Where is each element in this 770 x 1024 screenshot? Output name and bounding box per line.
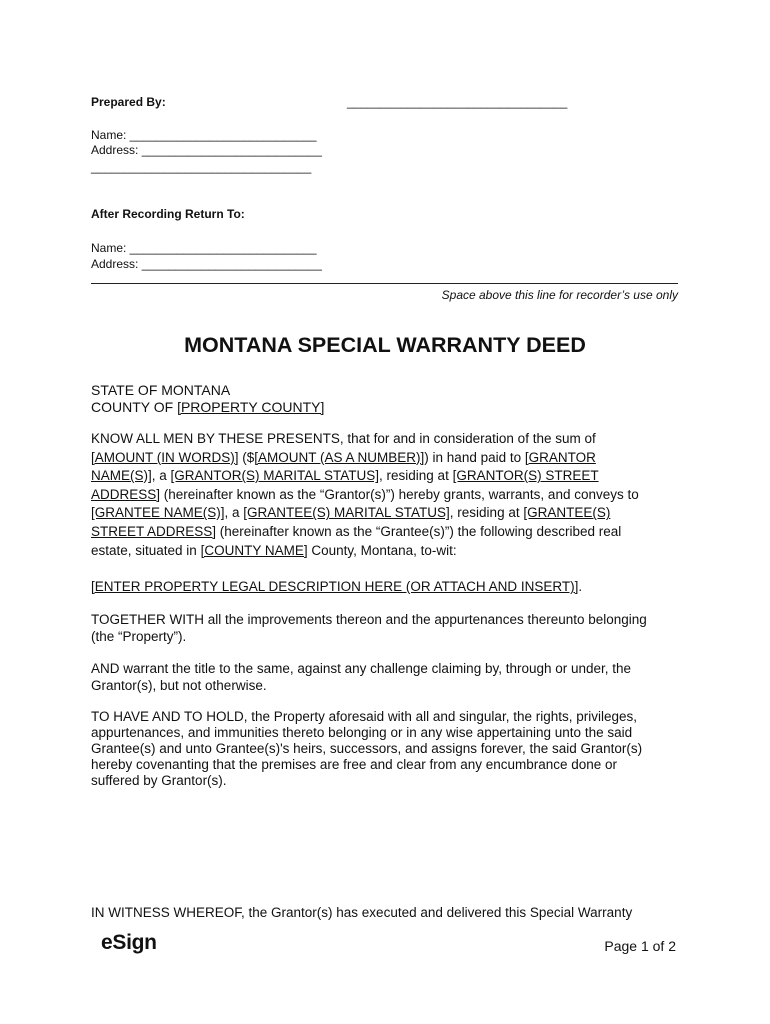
know-all-text-6: (hereinafter known as the “Grantor(s)”) hereby grants, warrants, and conveys to: [160, 486, 639, 502]
legal-description-field[interactable]: [ENTER PROPERTY LEGAL DESCRIPTION HERE (OR ATTACH AND INSERT)]: [91, 579, 579, 594]
know-all-text-3: ) in hand paid to: [424, 449, 525, 465]
amount-words-field[interactable]: [AMOUNT (IN WORDS)]: [91, 449, 239, 465]
grantor-marital-status-field[interactable]: [GRANTOR(S) MARITAL STATUS]: [170, 468, 380, 484]
together-with-paragraph: TOGETHER WITH all the improvements thereon and the appurtenances thereunto belonging (the “Property”).: [91, 612, 647, 644]
know-all-text-1: KNOW ALL MEN BY THESE PRESENTS, that for and in consideration of the sum of: [91, 431, 596, 446]
recorder-divider: [91, 283, 678, 284]
property-county-field[interactable]: [PROPERTY COUNTY]: [177, 399, 325, 415]
grantor-street-address-field[interactable]: [GRANTOR(S) STREET ADDRESS]: [91, 468, 599, 502]
county-prefix: COUNTY OF: [91, 399, 178, 415]
legal-description-suffix: .: [578, 579, 583, 594]
document-title: MONTANA SPECIAL WARRANTY DEED: [184, 333, 586, 357]
state-line: STATE OF MONTANA: [91, 382, 231, 398]
prepared-by-label: Prepared By:: [91, 95, 166, 109]
warrant-paragraph: AND warrant the title to the same, against any challenge claiming by, through or under, the Grantor(s), but not otherwise.: [91, 661, 632, 693]
return-to-label: After Recording Return To:: [91, 207, 245, 221]
to-have-paragraph: TO HAVE AND TO HOLD, the Property aforesaid with all and singular, the rights, privileges, appurtenances, and immunities thereto belonging or in any wise appertaining unto the said Grantee(s) and unto Grantee(s)'s heirs, successors, and assigns forever, the said Grantor(s) hereby covenanting that the premises are free and clear from any encumbrance done or suffered by Grantor(s).: [91, 709, 643, 788]
county-line: [91, 399, 324, 415]
know-all-text-8: , residing at: [449, 505, 524, 521]
know-all-text-9: (hereinafter known as the “Grantee(s)”) the following described real estate, situated in: [91, 523, 622, 558]
grantee-name-field[interactable]: [GRANTEE NAME(S)]: [91, 505, 225, 521]
return-name-field[interactable]: Name: ____________________________: [91, 241, 317, 255]
witness-line: IN WITNESS WHEREOF, the Grantor(s) has executed and delivered this Special Warranty: [91, 905, 633, 920]
know-all-text-5: , residing at: [379, 468, 453, 484]
know-all-paragraph: [91, 430, 651, 560]
prepared-by-line[interactable]: _________________________________: [347, 95, 568, 109]
esign-logo: eSign: [101, 931, 157, 954]
prepared-address-extra-field[interactable]: _________________________________: [91, 160, 312, 174]
know-all-text-2: ($: [238, 449, 255, 465]
county-name-field[interactable]: [COUNTY NAME]: [200, 542, 308, 558]
know-all-text-10: County, Montana, to-wit:: [307, 542, 457, 558]
prepared-address-field[interactable]: Address: ___________________________: [91, 143, 322, 157]
grantee-marital-status-field[interactable]: [GRANTEE(S) MARITAL STATUS]: [243, 505, 450, 521]
recorder-note: Space above this line for recorder’s use only: [441, 288, 678, 302]
legal-description-line: [91, 578, 691, 595]
amount-number-field[interactable]: [AMOUNT (AS A NUMBER)]: [254, 449, 425, 465]
prepared-name-field[interactable]: Name: ____________________________: [91, 128, 317, 142]
return-address-field[interactable]: Address: ___________________________: [91, 257, 322, 271]
know-all-text-7: , a: [224, 505, 244, 521]
grantor-name-field[interactable]: [GRANTOR NAME(S)]: [91, 449, 596, 484]
grantee-street-address-field[interactable]: [GRANTEE(S) STREET ADDRESS]: [91, 505, 611, 539]
know-all-text-4: , a: [151, 468, 171, 484]
page-number: Page 1 of 2: [604, 938, 676, 954]
